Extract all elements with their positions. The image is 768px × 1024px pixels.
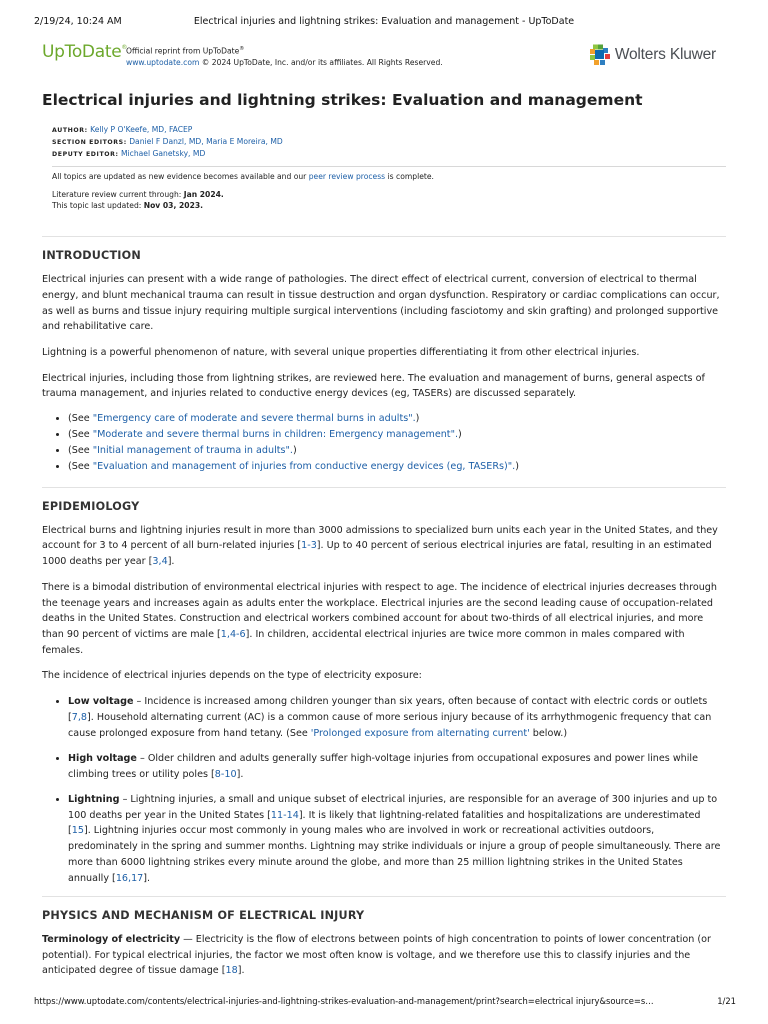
epi-paragraph-3: The incidence of electrical injuries depends on the type of electricity exposure: <box>42 670 422 682</box>
terminology-label: Terminology of electricity <box>42 934 181 946</box>
list-item <box>68 751 726 783</box>
wolters-kluwer-icon <box>589 44 611 66</box>
peer-review-link[interactable]: peer review process <box>308 171 386 181</box>
see-pre: (See <box>68 460 93 472</box>
see-also-list <box>42 411 726 475</box>
reference-link[interactable]: 18 <box>225 965 238 977</box>
print-date: 2/19/24, 10:24 AM <box>34 16 122 27</box>
article <box>42 90 726 979</box>
see-link-trauma-adults[interactable]: "Initial management of trauma in adults". <box>92 444 293 456</box>
exposure-types-list <box>42 694 726 887</box>
reference-link[interactable]: 1,4-6 <box>220 628 246 640</box>
epi-text: ]. Up to 40 percent of serious electrical injuries are fatal, resulting in an estimated 1000 deaths per year [ <box>42 540 712 568</box>
see-post: ) <box>458 429 462 441</box>
see-link-thermal-burns-adults[interactable]: "Emergency care of moderate and severe thermal burns in adults". <box>92 413 416 425</box>
lit-review-value: Jan 2024. <box>183 189 224 199</box>
deputy-editor-link[interactable]: Michael Ganetsky, MD <box>120 149 206 159</box>
list-item <box>68 459 726 475</box>
uptodate-logo[interactable] <box>42 42 127 62</box>
reprint-url-link[interactable]: www.uptodate.com <box>126 57 200 67</box>
last-updated-label: This topic last updated: <box>52 201 144 211</box>
high-voltage-label: High voltage <box>68 752 137 764</box>
intro-paragraph-3: Electrical injuries, including those from lightning strikes, are reviewed here. The evaluation and management of burns, general aspects of trauma management, and injuries related to conductive energy devices (eg, TASERs) are discussed separately. <box>42 372 705 400</box>
section-editors-label: SECTION EDITORS: <box>52 139 127 147</box>
low-voltage-label: Low voltage <box>68 696 134 708</box>
epi-paragraph-2 <box>42 580 726 659</box>
physics-text: — Electricity is the flow of electrons between points of high concentration to points of lower concentration (or potential). For typical electrical injuries, the factor we most often know is voltage, and we therefore use this to classify injuries and the anticipated degree of tissue damage [ <box>42 934 711 977</box>
uptodate-logo-text: UpToDate <box>42 42 122 62</box>
article-meta <box>52 171 726 212</box>
reference-link[interactable]: 7,8 <box>71 712 88 723</box>
reference-link[interactable]: 3,4 <box>152 556 168 568</box>
epi-text: ]. Lightning injuries occur most commonly in young males who are involved in work or recreational activities outdoors, predominately in the spring and summer months. Lightning may strike individuals or injure a group of people simultaneously. There are more than 6000 lightning strikes every minute around the globe, and more than 25 million lightning strikes in the United States annually [ <box>68 825 721 885</box>
see-pre: (See <box>68 413 93 425</box>
prolonged-exposure-link[interactable]: 'Prolonged exposure from alternating current' <box>310 727 530 739</box>
list-item <box>68 694 726 742</box>
evidence-note <box>52 171 726 182</box>
print-url: https://www.uptodate.com/contents/electrical-injuries-and-lightning-strikes-evaluation-and-management/print?search=electrical injury&source=s… <box>34 996 654 1006</box>
list-item <box>68 443 726 459</box>
epi-text: ]. <box>236 768 244 780</box>
lightning-label: Lightning <box>68 793 120 805</box>
see-link-conductive-energy-devices[interactable]: "Evaluation and management of injuries from conductive energy devices (eg, TASERs)". <box>92 460 516 472</box>
section-divider <box>42 487 726 488</box>
author-label: AUTHOR: <box>52 127 88 134</box>
epi-text: There is a bimodal distribution of environmental electrical injuries with respect to age. The incidence of electrical injuries decreases through the teenage years and increases again as adults enter the workplace. Electrical injuries are the second leading cause of occupation-related deaths in the United States. Construction and electrical workers combined account for about two-thirds of all electrical injuries, and more than 90 percent of victims are male [ <box>42 581 717 640</box>
epi-text: ]. It is likely that lightning-related fatalities and hospitalizations are underestimated [ <box>68 809 701 837</box>
section-divider <box>42 236 726 237</box>
list-item <box>68 792 726 887</box>
print-doc-title: Electrical injuries and lightning strikes: Evaluation and management - UpToDate <box>193 16 575 27</box>
see-pre: (See <box>68 429 93 441</box>
epi-text: ]. Household alternating current (AC) is a common cause of more serious injury because of its arrhythmogenic frequency that can cause prolonged exposure from hand tetany. (See <box>68 712 712 739</box>
section-editors-link[interactable]: Daniel F Danzl, MD, Maria E Moreira, MD <box>129 137 283 147</box>
reprint-line: Official reprint from UpToDate <box>126 46 240 56</box>
article-credits <box>52 124 726 161</box>
epi-text: – Lightning injuries, a small and unique subset of electrical injuries, are responsible for an average of 300 injuries and up to 100 deaths per year in the United States [ <box>68 793 718 821</box>
epi-text: – Incidence is increased among children younger than six years, often because of contact with electric cords or outlets [ <box>68 696 708 723</box>
physics-heading: PHYSICS AND MECHANISM OF ELECTRICAL INJURY <box>42 909 365 923</box>
epi-text: ]. In children, accidental electrical injuries are twice more common in males compared with females. <box>42 628 685 656</box>
see-pre: (See <box>68 444 93 456</box>
reprint-mark: ® <box>239 46 245 52</box>
see-post: ) <box>292 444 297 456</box>
epi-text: Electrical burns and lightning injuries result in more than 3000 admissions to specialized burn units each year in the United States, and they account for 3 to 4 percent of all burn-related injuries [ <box>42 524 718 552</box>
epi-text: ]. <box>143 873 151 885</box>
epi-paragraph-1 <box>42 523 726 570</box>
epi-text: below.) <box>529 727 568 739</box>
last-updated-value: Nov 03, 2023. <box>143 201 204 211</box>
publisher-name: Wolters Kluwer <box>614 46 716 63</box>
reference-link[interactable]: 8-10 <box>214 768 237 780</box>
article-title: Electrical injuries and lightning strikes: Evaluation and management <box>42 91 643 109</box>
page-number: 1/21 <box>717 996 736 1006</box>
print-header <box>0 16 768 30</box>
see-post: ) <box>515 460 519 472</box>
reference-link[interactable]: 15 <box>71 825 84 837</box>
introduction-heading: INTRODUCTION <box>42 249 141 263</box>
brand-row <box>42 42 726 68</box>
print-footer <box>0 996 768 1008</box>
list-item <box>68 427 726 443</box>
evidence-text: All topics are updated as new evidence becomes available and our <box>52 171 309 181</box>
list-item <box>68 411 726 427</box>
deputy-editor-label: DEPUTY EDITOR: <box>52 151 119 159</box>
evidence-text-end: is complete. <box>385 171 434 181</box>
physics-paragraph-1 <box>42 932 726 979</box>
epidemiology-heading: EPIDEMIOLOGY <box>42 499 140 513</box>
reprint-notice <box>126 44 443 68</box>
reference-link[interactable]: 16,17 <box>115 873 144 885</box>
intro-paragraph-1: Electrical injuries can present with a wide range of pathologies. The direct effect of electrical current, conversion of electrical to thermal energy, and blunt mechanical trauma can result in tissue destruction and organ dysfunction. Respiratory or cardiac complications can occur, as well as burns and tissue injury requiring multiple surgical interventions (including fasciotomy and skin grafting) and prolonged supportive and rehabilitative care. <box>42 274 720 333</box>
see-post: ) <box>415 413 420 425</box>
credits-divider <box>52 166 726 167</box>
reprint-rights: © 2024 UpToDate, Inc. and/or its affiliates. All Rights Reserved. <box>199 57 443 67</box>
lit-review <box>52 189 726 211</box>
publisher-logo[interactable] <box>589 42 716 68</box>
physics-text: ]. <box>237 965 245 977</box>
epi-text: ]. <box>167 556 175 568</box>
see-link-thermal-burns-children[interactable]: "Moderate and severe thermal burns in children: Emergency management". <box>92 429 459 441</box>
reference-link[interactable]: 1-3 <box>301 540 317 552</box>
intro-paragraph-2: Lightning is a powerful phenomenon of nature, with several unique properties differentiating it from other electrical injuries. <box>42 347 640 359</box>
lit-review-label: Literature review current through: <box>52 189 184 199</box>
author-link[interactable]: Kelly P O'Keefe, MD, FACEP <box>90 125 193 134</box>
reference-link[interactable]: 11-14 <box>270 809 299 821</box>
epi-text: – Older children and adults generally suffer high-voltage injuries from occupational exposures and power lines while climbing trees or utility poles [ <box>68 752 698 780</box>
uptodate-logo-mark: ® <box>121 44 128 51</box>
section-divider <box>42 896 726 897</box>
